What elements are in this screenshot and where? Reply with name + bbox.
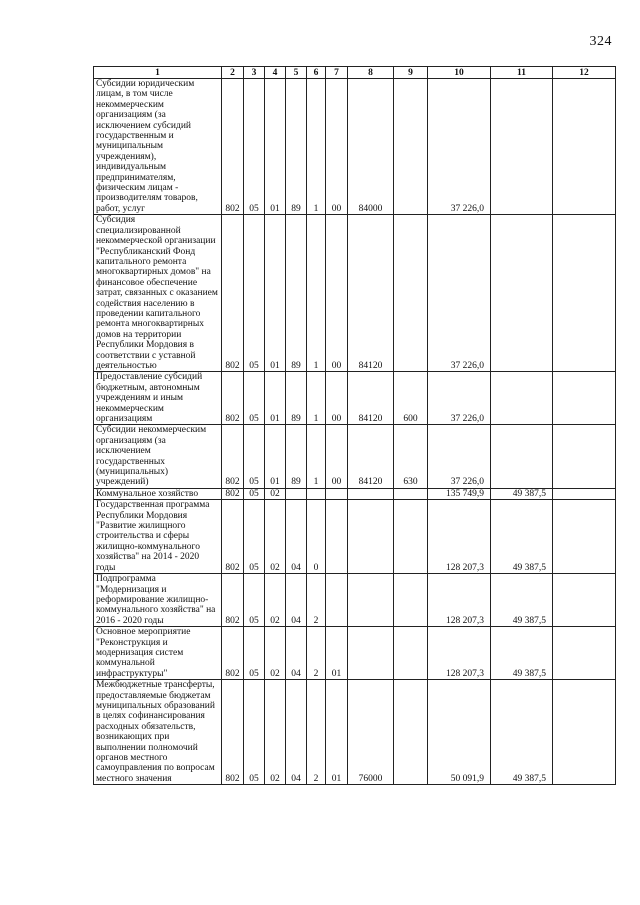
- cell-amount-extra: [553, 627, 616, 680]
- cell-amount: 50 091,9: [428, 680, 491, 785]
- cell-amount-federal: [491, 79, 553, 215]
- row-name: Государственная программа Республики Мордовия "Развитие жилищного строительства и сферы жилищно-коммунального хозяйства" на 2014 - 2020 годы: [94, 500, 222, 574]
- cell-amount-federal: 49 387,5: [491, 680, 553, 785]
- cell-measure: 00: [326, 425, 348, 488]
- cell-direction: 84120: [348, 372, 394, 425]
- cell-amount-federal: 49 387,5: [491, 627, 553, 680]
- cell-grbs: 802: [222, 627, 244, 680]
- cell-direction: [348, 574, 394, 627]
- cell-section: 05: [244, 215, 265, 372]
- cell-subprogram: 1: [307, 425, 326, 488]
- cell-direction: 84120: [348, 425, 394, 488]
- cell-subsection: 02: [265, 500, 286, 574]
- cell-amount-federal: 49 387,5: [491, 500, 553, 574]
- cell-measure: [326, 500, 348, 574]
- cell-program: 89: [286, 79, 307, 215]
- cell-subsection: 02: [265, 627, 286, 680]
- cell-subprogram: 2: [307, 680, 326, 785]
- cell-program: 89: [286, 372, 307, 425]
- cell-section: 05: [244, 500, 265, 574]
- header-cell: 3: [244, 67, 265, 79]
- table-row: [94, 79, 616, 215]
- cell-amount: 37 226,0: [428, 79, 491, 215]
- cell-measure: 01: [326, 627, 348, 680]
- cell-amount-extra: [553, 425, 616, 488]
- cell-direction: 84120: [348, 215, 394, 372]
- cell-measure: 00: [326, 215, 348, 372]
- cell-direction: [348, 500, 394, 574]
- cell-program: 89: [286, 215, 307, 372]
- header-cell: 6: [307, 67, 326, 79]
- row-name: Основное мероприятие "Реконструкция и модернизация систем коммунальной инфраструктуры": [94, 627, 222, 680]
- cell-direction: 76000: [348, 680, 394, 785]
- cell-amount-extra: [553, 574, 616, 627]
- cell-grbs: 802: [222, 488, 244, 499]
- cell-grbs: 802: [222, 500, 244, 574]
- table-row: [94, 372, 616, 425]
- header-cell: 8: [348, 67, 394, 79]
- cell-expense-type: [394, 215, 428, 372]
- cell-section: 05: [244, 372, 265, 425]
- cell-amount-federal: 49 387,5: [491, 488, 553, 499]
- cell-section: 05: [244, 488, 265, 499]
- cell-measure: 01: [326, 680, 348, 785]
- cell-subprogram: [307, 488, 326, 499]
- cell-grbs: 802: [222, 79, 244, 215]
- budget-table: [93, 66, 616, 785]
- header-cell: 2: [222, 67, 244, 79]
- cell-amount-extra: [553, 488, 616, 499]
- cell-program: 89: [286, 425, 307, 488]
- row-name: Предоставление субсидий бюджетным, автономным учреждениям и иным некоммерческим организациям: [94, 372, 222, 425]
- table-header-row: [94, 67, 616, 79]
- cell-direction: [348, 488, 394, 499]
- cell-amount-federal: [491, 215, 553, 372]
- table-row: [94, 627, 616, 680]
- row-name: Субсидия специализированной некоммерческой организации "Республиканский Фонд капитального ремонта многоквартирных домов" на финансовое обеспечение затрат, связанных с оказанием содействия населению в проведении капитального ремонта многоквартирных домов на территории Республики Мордовия в соответствии с уставной деятельностью: [94, 215, 222, 372]
- cell-subsection: 02: [265, 574, 286, 627]
- cell-expense-type: 600: [394, 372, 428, 425]
- header-cell: 10: [428, 67, 491, 79]
- cell-amount: 135 749,9: [428, 488, 491, 499]
- cell-grbs: 802: [222, 574, 244, 627]
- header-cell: 1: [94, 67, 222, 79]
- cell-expense-type: [394, 488, 428, 499]
- table-row: [94, 488, 616, 499]
- row-name: Субсидии юридическим лицам, в том числе некоммерческим организациям (за исключением субсидий государственным и муниципальным учреждениям), индивидуальным предпринимателям, физическим лицам - производителям товаров, работ, услуг: [94, 79, 222, 215]
- cell-expense-type: [394, 680, 428, 785]
- cell-subsection: 01: [265, 215, 286, 372]
- cell-subprogram: 1: [307, 79, 326, 215]
- cell-subsection: 02: [265, 680, 286, 785]
- cell-measure: [326, 488, 348, 499]
- cell-amount-extra: [553, 500, 616, 574]
- header-cell: 4: [265, 67, 286, 79]
- table-row: [94, 500, 616, 574]
- cell-program: 04: [286, 574, 307, 627]
- cell-amount: 128 207,3: [428, 627, 491, 680]
- cell-measure: 00: [326, 79, 348, 215]
- cell-amount-federal: [491, 425, 553, 488]
- header-cell: 7: [326, 67, 348, 79]
- cell-expense-type: [394, 79, 428, 215]
- table-row: [94, 215, 616, 372]
- cell-amount: 37 226,0: [428, 425, 491, 488]
- cell-amount: 128 207,3: [428, 574, 491, 627]
- cell-amount-federal: [491, 372, 553, 425]
- cell-grbs: 802: [222, 680, 244, 785]
- cell-grbs: 802: [222, 215, 244, 372]
- table-row: [94, 425, 616, 488]
- row-name: Подпрограмма "Модернизация и реформирование жилищно-коммунального хозяйства" на 2016 - 2020 годы: [94, 574, 222, 627]
- cell-amount-extra: [553, 680, 616, 785]
- cell-section: 05: [244, 627, 265, 680]
- cell-subsection: 02: [265, 488, 286, 499]
- page-number: 324: [589, 34, 612, 49]
- cell-expense-type: [394, 574, 428, 627]
- cell-expense-type: 630: [394, 425, 428, 488]
- cell-section: 05: [244, 79, 265, 215]
- cell-expense-type: [394, 627, 428, 680]
- cell-program: 04: [286, 627, 307, 680]
- cell-program: 04: [286, 500, 307, 574]
- header-cell: 12: [553, 67, 616, 79]
- cell-grbs: 802: [222, 425, 244, 488]
- cell-measure: 00: [326, 372, 348, 425]
- cell-program: 04: [286, 680, 307, 785]
- cell-amount-extra: [553, 79, 616, 215]
- cell-subsection: 01: [265, 79, 286, 215]
- cell-subsection: 01: [265, 425, 286, 488]
- header-cell: 9: [394, 67, 428, 79]
- table-row: [94, 574, 616, 627]
- cell-amount: 128 207,3: [428, 500, 491, 574]
- cell-amount: 37 226,0: [428, 372, 491, 425]
- cell-program: [286, 488, 307, 499]
- cell-subsection: 01: [265, 372, 286, 425]
- cell-section: 05: [244, 425, 265, 488]
- row-name: Субсидии некоммерческим организациям (за исключением государственных (муниципальных) учреждений): [94, 425, 222, 488]
- cell-amount-federal: 49 387,5: [491, 574, 553, 627]
- cell-direction: [348, 627, 394, 680]
- cell-amount-extra: [553, 215, 616, 372]
- cell-amount-extra: [553, 372, 616, 425]
- cell-amount: 37 226,0: [428, 215, 491, 372]
- cell-subprogram: 2: [307, 627, 326, 680]
- cell-subprogram: 0: [307, 500, 326, 574]
- cell-subprogram: 1: [307, 215, 326, 372]
- cell-section: 05: [244, 574, 265, 627]
- cell-subprogram: 1: [307, 372, 326, 425]
- header-cell: 11: [491, 67, 553, 79]
- cell-direction: 84000: [348, 79, 394, 215]
- row-name: Коммунальное хозяйство: [94, 488, 222, 499]
- cell-measure: [326, 574, 348, 627]
- cell-subprogram: 2: [307, 574, 326, 627]
- cell-expense-type: [394, 500, 428, 574]
- table-row: [94, 680, 616, 785]
- header-cell: 5: [286, 67, 307, 79]
- row-name: Межбюджетные трансферты, предоставляемые бюджетам муниципальных образований в целях софинансирования расходных обязательств, возникающих при выполнении полномочий органов местного самоуправления по вопросам местного значения: [94, 680, 222, 785]
- cell-grbs: 802: [222, 372, 244, 425]
- cell-section: 05: [244, 680, 265, 785]
